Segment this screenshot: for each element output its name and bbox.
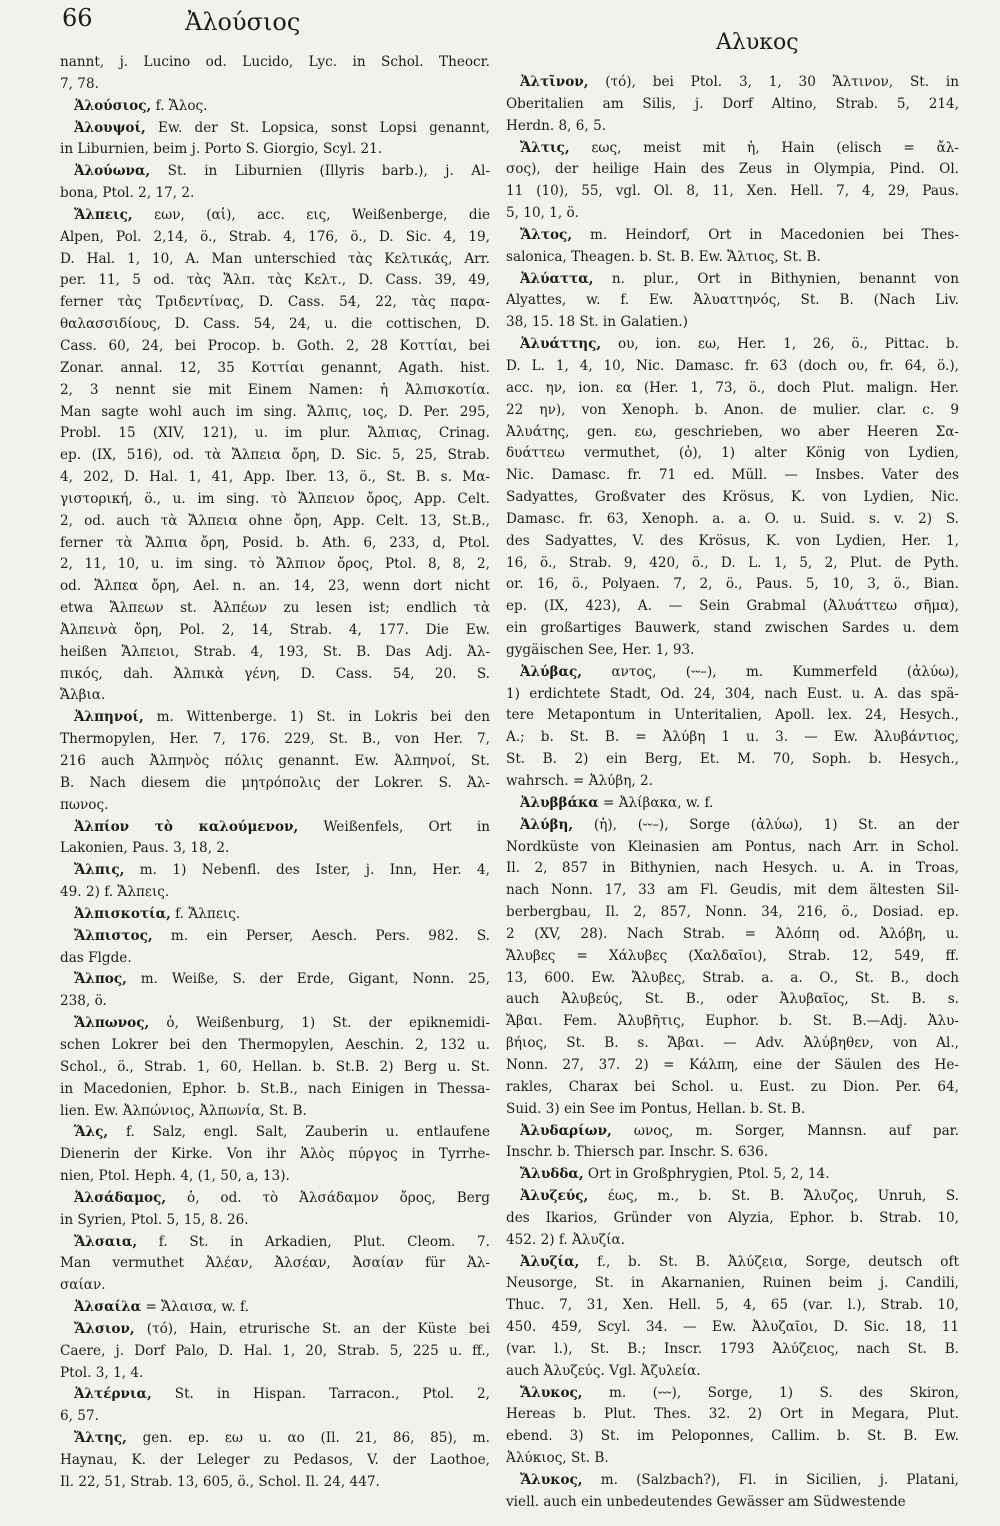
- entry-text: gen. ep. εω u. αο (Il. 21, 86, 85), m.: [126, 1430, 490, 1447]
- text-line: γιστορική, ö., u. im sing. τὸ Ἄλπειον ὄρος, App. Celt.: [60, 490, 490, 507]
- entry-first-line: [506, 1186, 959, 1208]
- text-line: 13, 600. Ew. Ἄλυβες, Strab. a. a. O., St. B., doch: [506, 969, 959, 986]
- entry-text: ὁ, Weißenburg, 1) St. der epiknemidi-: [149, 1015, 490, 1032]
- text-line: Zonar. annal. 12, 35 Κοττίαι genannt, Agath. hist.: [60, 359, 490, 376]
- entry-text: (τό), Hain, etrurische St. an der Küste bei: [134, 1320, 490, 1337]
- entry-first-line: [60, 1188, 490, 1210]
- headword: Ἀλυββάκα: [520, 794, 599, 811]
- headword: Ἄλτις,: [520, 139, 570, 156]
- text-line: gygäischen See, Her. 1, 93.: [506, 641, 695, 658]
- entry-first-line: [60, 926, 490, 948]
- text-line: in Syrien, Ptol. 5, 15, 8. 26.: [60, 1211, 249, 1228]
- headword: Ἀλπίον τὸ καλούμενον,: [74, 818, 299, 835]
- headword: Ἀλσάδαμος,: [74, 1189, 167, 1206]
- text-line: auch Ἀλυζεύς. Vgl. Ἀζυλεία.: [506, 1362, 701, 1379]
- text-line: nach Nonn. 17, 33 am Fl. Geudis, mit dem ältesten Sil-: [506, 882, 959, 899]
- entry-first-line: [60, 1297, 490, 1319]
- text-line: 11 (10), 55, vgl. Ol. 8, 11, Xen. Hell. 7, 4, 29, Paus.: [506, 183, 959, 200]
- headword: Ἄλυκος,: [520, 1472, 583, 1488]
- text-line: or. 16, ö., Polyaen. 7, 2, ö., Paus. 5, 10, 3, ö., Bian.: [506, 576, 959, 593]
- headword: Ἄλσαια,: [74, 1233, 138, 1250]
- entry-text: = Ἀλίβακα, w. f.: [598, 794, 714, 811]
- text-line: in Macedonien, Ephor. b. St.B., nach Einigen in Thessa-: [60, 1080, 490, 1097]
- headword: Ἄλπις,: [74, 862, 125, 879]
- text-line: Ἀλύκιος, St. B.: [506, 1450, 609, 1467]
- text-line: Caere, j. Dorf Palo, D. Hal. 1, 20, Strab. 5, 225 u. ff.,: [60, 1342, 490, 1359]
- text-line: Dienerin der Kirke. Von ihr Ἁλὸς πύργος in Tyrrhe-: [60, 1146, 490, 1163]
- entry-text: (ἡ), (⏑⏑–), Sorge (ἀλύω), 1) St. an der: [573, 816, 959, 833]
- text-line: Oberitalien am Silis, j. Dorf Altino, Strab. 5, 214,: [506, 95, 959, 112]
- headword: Ἀλτῖνον,: [520, 74, 589, 90]
- text-line: das Flgde.: [60, 949, 132, 966]
- text-line: Hereas b. Plut. Thes. 32. 2) Ort in Megara, Plut.: [506, 1406, 959, 1423]
- entry-text: = Ἄλαισα, w. f.: [141, 1299, 249, 1316]
- entry-first-line: [60, 969, 490, 991]
- headword: Ἀλύαττα,: [520, 270, 594, 287]
- text-line: 216 auch Ἀλπηνὸς πόλις genannt. Ew. Ἀλπηνοί, St.: [60, 753, 490, 769]
- text-line: Ἄλυβες = Χάλυβες (Χαλδαῖοι), Strab. 12, 549, ff.: [506, 947, 959, 964]
- headword: Ἀλύβας,: [520, 663, 583, 680]
- text-line: Nordküste von Kleinasien am Pontus, nach Arr. in Schol.: [506, 838, 959, 855]
- headword: Ἄλπιστος,: [74, 927, 153, 944]
- entry-text: f. Ἄλος.: [151, 97, 208, 114]
- entry-text: αντος, (⏑⏑–), m. Kummerfeld (ἀλύω),: [582, 663, 959, 680]
- text-line: des Ikarios, Gründer von Alyzia, Ephor. b. Strab. 10,: [506, 1209, 959, 1226]
- text-line: πικός, dah. Ἀλπικὰ γένη, D. Cass. 54, 20. S.: [60, 665, 490, 682]
- entry-first-line: [60, 1232, 490, 1254]
- text-line: 38, 15. 18 St. in Galatien.): [506, 314, 688, 331]
- entry-first-line: [60, 205, 490, 227]
- entry-first-line: [60, 118, 490, 140]
- text-line: D. L. 1, 4, 10, Nic. Damasc. fr. 63 (doch ου, fr. 64, ö.),: [506, 357, 959, 374]
- text-line: 450. 459, Scyl. 34. — Ew. Ἀλυζαῖοι, D. Sic. 18, 11: [506, 1319, 959, 1336]
- text-line: tere Metapontum in Unteritalien, Apoll. lex. 24, Hesych.,: [506, 707, 959, 724]
- entry-text: f. Ἄλπεις.: [170, 905, 241, 922]
- text-line: ebend. 3) St. im Peloponnes, Callim. b. St. B. Ew.: [506, 1428, 959, 1445]
- text-line: bona, Ptol. 2, 17, 2.: [60, 185, 195, 202]
- entry-first-line: [60, 860, 490, 882]
- text-line: 1) erdichtete Stadt, Od. 24, 304, nach Eust. u. A. das spä-: [506, 685, 959, 702]
- headword: Ἄλπεις,: [74, 206, 133, 223]
- text-line: lien. Ew. Ἀλπώνιος, Ἀλπωνία, St. B.: [60, 1102, 307, 1119]
- entry-text: f. St. in Arkadien, Plut. Cleom. 7.: [137, 1233, 490, 1250]
- text-line: acc. ην, ion. εα (Her. 1, 73, ö., doch Plut. malign. Her.: [506, 379, 959, 396]
- text-line: 238, ö.: [60, 993, 107, 1010]
- headword: Ἀλτέρνια,: [74, 1386, 152, 1403]
- headword: Ἀλουψοί,: [74, 119, 146, 136]
- headword: Ἄλυκος,: [520, 1384, 583, 1401]
- text-line: nannt, j. Lucino od. Lucido, Lyc. in Schol. Theocr.: [60, 54, 490, 70]
- text-line: Sadyattes, Großvater des Krösus, K. von Lydien, Nic.: [506, 489, 959, 506]
- entry-text: (τό), bei Ptol. 3, 1, 30 Ἄλτινον, St. in: [588, 74, 959, 90]
- text-line: Ptol. 3, 1, 4.: [60, 1364, 144, 1381]
- text-line: 22 ην), von Xenoph. b. Anon. de mulier. clar. c. 9: [506, 401, 959, 418]
- text-line: heißen Ἄλπειοι, Strab. 4, 193, St. B. Das Adj. Ἀλ-: [60, 643, 490, 660]
- text-line: Neusorge, St. in Akarnanien, Ruinen beim j. Candili,: [506, 1275, 959, 1292]
- text-line: etwa Ἄλπεων st. Ἀλπέων zu lesen ist; endlich τὰ: [60, 600, 490, 617]
- text-line: A.; b. St. B. = Ἀλύβη 1 u. 3. — Ew. Ἀλυβάντιος,: [506, 729, 959, 746]
- entry-text: f., b. St. B. Ἀλύζεια, Sorge, deutsch oft: [579, 1253, 959, 1270]
- text-line: Haynau, K. der Leleger zu Pedasos, V. der Laothoe,: [60, 1452, 490, 1468]
- entry-first-line: [506, 1121, 959, 1143]
- text-line: ferner τὰς Τριδεντίνας, D. Cass. 54, 22, τὰς παρα-: [60, 294, 490, 311]
- entry-first-line: [506, 1164, 959, 1186]
- text-line: Man sagte wohl auch im sing. Ἄλπις, ιος, D. Per. 295,: [60, 403, 490, 420]
- entry-text: St. in Liburnien (Illyris barb.), j. Al-: [150, 163, 490, 180]
- text-line: rakles, Charax bei Schol. u. Eust. zu Dion. Per. 64,: [506, 1078, 959, 1095]
- right-running-head: Αλυκος: [716, 30, 799, 55]
- text-line: 2, od. auch τὰ Ἄλπεια ohne ὄρη, App. Celt. 13, St.B.,: [60, 512, 490, 529]
- text-line: per. 11, 5 od. τὰς Ἄλπ. τὰς Κελτ., D. Cass. 39, 49,: [60, 272, 490, 289]
- text-line: ein großartiges Bauwerk, stand zwischen Sardes u. dem: [506, 620, 959, 637]
- text-line: Man vermuthet Ἀλέαν, Ἀλσέαν, Ἀσαίαν für Ἀλ-: [60, 1255, 490, 1272]
- text-line: viell. auch ein unbedeutendes Gewässer am Südwestende: [506, 1493, 906, 1510]
- text-line: Il. 22, 51, Strab. 13, 605, ö., Schol. Il. 24, 447.: [60, 1473, 380, 1490]
- headword: Ἀλπηνοί,: [74, 709, 144, 726]
- headword: Ἄλσιον,: [74, 1320, 135, 1337]
- page-number: 66: [62, 4, 93, 32]
- text-line: Nic. Damasc. fr. 71 ed. Müll. — Insbes. Vater des: [506, 467, 959, 484]
- entry-text: Ew. der St. Lopsica, sonst Lopsi genannt,: [145, 119, 490, 136]
- text-line: in Liburnien, beim j. Porto S. Giorgio, Scyl. 21.: [60, 141, 383, 158]
- text-line: B. Nach diesem die μητρόπολις der Lokrer. S. Ἀλ-: [60, 774, 490, 791]
- text-line: 4, 202, D. Hal. 1, 41, App. Iber. 13, ö., St. B. s. Μα-: [60, 469, 490, 486]
- text-line: Thuc. 7, 31, Xen. Hell. 5, 4, 65 (var. l.), Strab. 10,: [506, 1297, 959, 1314]
- text-line: βήιος, St. B. s. Ἄβαι. — Adv. Ἀλύβηθεν, von Al.,: [506, 1035, 959, 1052]
- entry-first-line: [506, 1383, 959, 1405]
- text-line: 2, 3 nennt sie mit Einem Namen: ἡ Ἀλπισκοτία.: [60, 381, 490, 398]
- headword: Ἀλσαίλα: [74, 1299, 142, 1316]
- text-line: Schol., ö., Strab. 1, 60, Hellan. b. St.B. 2) Berg u. St.: [60, 1058, 490, 1075]
- headword: Ἀλύβη,: [520, 816, 574, 833]
- text-line: ep. (IX, 516), od. τὰ Ἄλπεια ὄρη, D. Sic. 5, 25, Strab.: [60, 447, 490, 464]
- text-line: θαλασσιδίους, D. Cass. 54, 24, u. die cottischen, D.: [60, 316, 490, 333]
- right-column: [506, 72, 959, 1514]
- text-line: Probl. 15 (XIV, 121), u. im plur. Ἄλπιας, Crinag.: [60, 425, 490, 442]
- headword: Ἄλπωνος,: [74, 1015, 150, 1032]
- headword: Ἀλυδαρίων,: [520, 1122, 612, 1139]
- entry-text: ωνος, m. Sorger, Mannsn. auf par.: [611, 1122, 959, 1139]
- entry-first-line: [506, 1470, 959, 1492]
- entry-first-line: [60, 161, 490, 183]
- text-line: auch Ἀλυβεύς, St. B., oder Ἀλυβαῖος, St. B. s.: [506, 991, 959, 1008]
- entry-text: m. 1) Nebenfl. des Ister, j. Inn, Her. 4,: [124, 862, 490, 879]
- entry-text: Weißenfels, Ort in: [298, 818, 490, 835]
- headword: Ἀλυζεύς,: [520, 1188, 589, 1205]
- headword: Ἄλτος,: [520, 226, 573, 243]
- entry-text: ου, ion. εω, Her. 1, 26, ö., Pittac. b.: [601, 336, 959, 353]
- entry-first-line: [60, 1384, 490, 1406]
- text-line: Herdn. 8, 6, 5.: [506, 117, 607, 134]
- text-line: σος), der heilige Hain des Zeus in Olympia, Pind. Ol.: [506, 161, 959, 178]
- entry-first-line: [506, 138, 959, 160]
- entry-first-line: [60, 1013, 490, 1035]
- text-line: σαίαν.: [60, 1277, 106, 1294]
- entry-first-line: [506, 334, 959, 356]
- headword: Ἄλυδδα,: [520, 1166, 584, 1183]
- text-line: Alyattes, w. f. Ew. Ἀλυαττηνός, St. B. (Nach Liv.: [506, 292, 959, 309]
- entry-text: m. Heindorf, Ort in Macedonien bei Thes-: [572, 226, 959, 243]
- text-line: Inschr. b. Thiersch par. Inschr. S. 636.: [506, 1144, 769, 1161]
- entry-first-line: [60, 1122, 490, 1144]
- entry-first-line: [60, 707, 490, 729]
- entry-text: St. in Hispan. Tarracon., Ptol. 2,: [151, 1386, 490, 1403]
- headword: Ἀλπισκοτία,: [74, 905, 171, 922]
- entry-first-line: [506, 269, 959, 291]
- text-line: nien, Ptol. Heph. 4, (1, 50, a, 13).: [60, 1168, 290, 1185]
- entry-first-line: [60, 904, 490, 926]
- text-line: Suid. 3) ein See im Pontus, Hellan. b. St. B.: [506, 1100, 806, 1117]
- text-line: od. Ἄλπεα ὄρη, Ael. n. an. 14, 23, wenn dort nicht: [60, 578, 490, 595]
- entry-first-line: [506, 662, 959, 684]
- entry-first-line: [60, 817, 490, 839]
- entry-text: έως, m., b. St. B. Ἄλυζος, Unruh, S.: [588, 1188, 959, 1205]
- entry-text: εως, meist mit ἡ, Hain (elisch = ἄλ-: [569, 139, 959, 156]
- text-line: Ἄλβια.: [60, 687, 106, 704]
- text-line: 7, 78.: [60, 75, 99, 92]
- entry-text: m. ein Perser, Aesch. Pers. 982. S.: [152, 927, 490, 944]
- left-running-head: Ἀλούσιος: [185, 8, 301, 36]
- text-line: 5, 10, 1, ö.: [506, 205, 579, 222]
- text-line: 2, 11, 10, u. im sing. τὸ Ἄλπιον ὄρος, Ptol. 8, 8, 2,: [60, 556, 490, 573]
- headword: Ἄλτης,: [74, 1430, 127, 1447]
- headword: Ἀλούσιος,: [74, 97, 152, 114]
- text-line: St. B. 2) ein Berg, Et. M. 70, Soph. b. Hesych.,: [506, 751, 959, 768]
- text-line: πωνος.: [60, 796, 109, 813]
- entry-first-line: [506, 1252, 959, 1274]
- text-line: 16, ö., Strab. 9, 420, ö., D. L. 1, 5, 2, Plut. de Pyth.: [506, 554, 959, 571]
- text-line: wahrsch. = Ἀλύβη, 2.: [506, 773, 654, 789]
- text-line: ep. (IX, 423), A. — Sein Grabmal (Ἀλυάττεω σῆμα),: [506, 598, 959, 615]
- text-line: des Sadyattes, V. des Krösus, K. von Lydien, Her. 1,: [506, 532, 959, 549]
- entry-first-line: [60, 1319, 490, 1341]
- entry-text: m. (⏑⏑⏑), Sorge, 1) S. des Skiron,: [582, 1384, 959, 1401]
- entry-text: Ort in Großphrygien, Ptol. 5, 2, 14.: [583, 1166, 830, 1183]
- text-line: Ἄβαι. Fem. Ἀλυβῆτις, Euphor. b. St. B.—Adj. Ἀλυ-: [506, 1013, 959, 1030]
- text-line: Alpen, Pol. 2,14, ö., Strab. 4, 176, ö., D. Sic. 4, 19,: [60, 228, 490, 245]
- text-line: 6, 57.: [60, 1408, 99, 1425]
- entry-text: εων, (αἱ), acc. εις, Weißenberge, die: [132, 206, 490, 223]
- text-line: D. Hal. 1, 10, A. Man unterschied τὰς Κελτικάς, Arr.: [60, 250, 490, 267]
- headword: Ἄλπος,: [74, 971, 127, 988]
- entry-text: m. Weiße, S. der Erde, Gigant, Nonn. 25,: [126, 971, 490, 988]
- headword: Ἀλυάττης,: [520, 336, 602, 353]
- text-line: 2 (XV, 28). Nach Strab. = Ἀλόπη od. Ἀλόβη, u.: [506, 925, 959, 942]
- text-line: berbergbau, Il. 2, 857, Nonn. 34, 216, ö., Dosiad. ep.: [506, 904, 959, 921]
- entry-text: f. Salz, engl. Salt, Zauberin u. entlaufene: [108, 1124, 490, 1141]
- entry-text: ὁ, od. τὸ Ἀλσάδαμον ὄρος, Berg: [166, 1189, 490, 1206]
- headword: Ἀλούωνα,: [74, 163, 151, 180]
- text-line: Cass. 60, 24, bei Procop. b. Goth. 2, 28 Κοττίαι, bei: [60, 337, 490, 354]
- text-line: schen Lokrer bei den Thermopylen, Aeschin. 2, 132 u.: [60, 1036, 490, 1053]
- text-line: 452. 2) f. Ἀλυζία.: [506, 1231, 625, 1248]
- left-column: [60, 52, 490, 1494]
- text-line: Il. 2, 857 in Bithynien, nach Hesych. u. A. in Troas,: [506, 860, 959, 877]
- text-line: Ἀλυάτης, gen. εω, geschrieben, wo aber Heeren Σα-: [506, 423, 959, 440]
- text-line: δυάττεω vermuthet, (ὁ), 1) alter König von Lydien,: [506, 445, 959, 462]
- entry-first-line: [60, 1428, 490, 1450]
- entry-text: n. plur., Ort in Bithynien, benannt von: [593, 270, 959, 287]
- entry-first-line: [506, 793, 959, 815]
- text-line: Ἀλπεινὰ ὄρη, Pol. 2, 14, Strab. 4, 177. Die Ew.: [60, 621, 490, 638]
- entry-text: m. Wittenberge. 1) St. in Lokris bei den: [143, 709, 490, 726]
- entry-text: m. (Salzbach?), Fl. in Sicilien, j. Platani,: [582, 1472, 959, 1488]
- entry-first-line: [506, 72, 959, 94]
- entry-first-line: [60, 96, 490, 118]
- headword: Ἀλυζία,: [520, 1253, 580, 1270]
- text-line: Damasc. fr. 63, Xenoph. a. a. O. u. Suid. s. v. 2) S.: [506, 510, 959, 527]
- text-line: Thermopylen, Her. 7, 176. 229, St. B., von Her. 7,: [60, 731, 490, 748]
- text-line: Nonn. 27, 37. 2) = Κάλπη, eine der Säulen des He-: [506, 1056, 959, 1073]
- text-line: (var. l.), St. B.; Inscr. 1793 Ἀλύζειος, nach St. B.: [506, 1340, 959, 1357]
- text-line: salonica, Theagen. b. St. B. Ew. Ἄλτιος, St. B.: [506, 248, 821, 265]
- text-line: 49. 2) f. Ἄλπεις.: [60, 884, 170, 901]
- headword: Ἅλς,: [74, 1124, 109, 1141]
- entry-first-line: [506, 225, 959, 247]
- text-line: Lakonien, Paus. 3, 18, 2.: [60, 840, 230, 857]
- text-line: ferner τὰ Ἄλπια ὄρη, Posid. b. Ath. 6, 233, d, Ptol.: [60, 534, 490, 551]
- entry-first-line: [506, 815, 959, 837]
